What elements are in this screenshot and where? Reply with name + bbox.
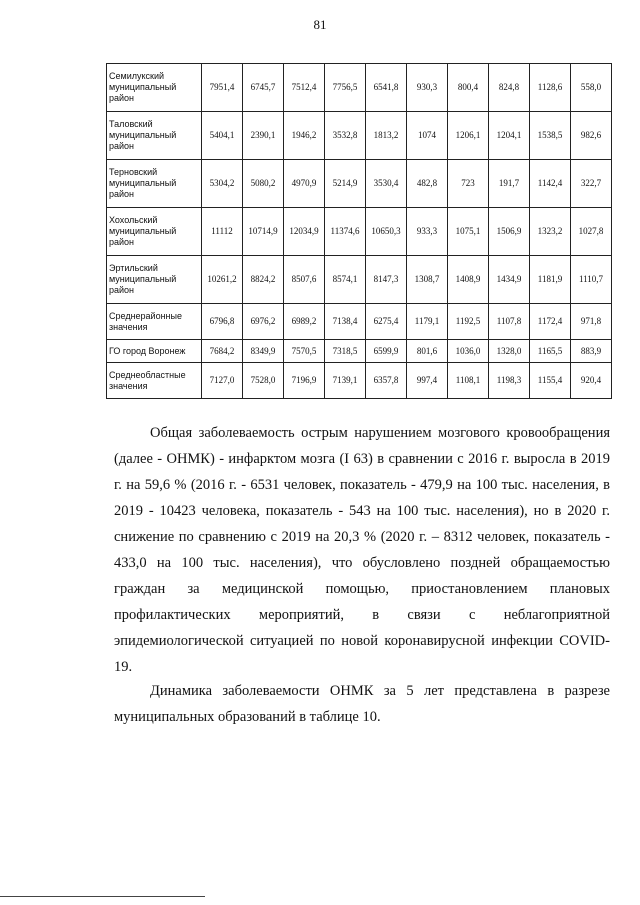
footnote-separator [0, 896, 205, 897]
value-cell: 1142,4 [530, 160, 571, 208]
value-cell: 801,6 [407, 340, 448, 363]
value-cell: 7756,5 [325, 64, 366, 112]
row-label-cell: Семилукский муниципальный район [107, 64, 202, 112]
value-cell: 8824,2 [243, 256, 284, 304]
value-cell: 7570,5 [284, 340, 325, 363]
value-cell: 1075,1 [448, 208, 489, 256]
value-cell: 3530,4 [366, 160, 407, 208]
value-cell: 1813,2 [366, 112, 407, 160]
value-cell: 971,8 [571, 304, 612, 340]
value-cell: 7951,4 [202, 64, 243, 112]
value-cell: 1408,9 [448, 256, 489, 304]
value-cell: 1434,9 [489, 256, 530, 304]
page-number: 81 [313, 17, 327, 32]
value-cell: 1204,1 [489, 112, 530, 160]
value-cell: 10261,2 [202, 256, 243, 304]
value-cell: 1538,5 [530, 112, 571, 160]
value-cell: 6976,2 [243, 304, 284, 340]
value-cell: 1198,3 [489, 363, 530, 399]
value-cell: 482,8 [407, 160, 448, 208]
value-cell: 5080,2 [243, 160, 284, 208]
row-label-cell: Среднерайонные значения [107, 304, 202, 340]
value-cell: 1179,1 [407, 304, 448, 340]
value-cell: 1323,2 [530, 208, 571, 256]
value-cell: 982,6 [571, 112, 612, 160]
value-cell: 1328,0 [489, 340, 530, 363]
value-cell: 6745,7 [243, 64, 284, 112]
value-cell: 6796,8 [202, 304, 243, 340]
value-cell: 997,4 [407, 363, 448, 399]
value-cell: 1074 [407, 112, 448, 160]
row-label-cell: Таловский муниципальный район [107, 112, 202, 160]
table-row [107, 64, 612, 112]
value-cell: 1107,8 [489, 304, 530, 340]
value-cell: 7318,5 [325, 340, 366, 363]
paragraph-text: Динамика заболеваемости ОНМК за 5 лет представлена в разрезе муниципальных образований в таблице 10. [114, 683, 610, 725]
value-cell: 3532,8 [325, 112, 366, 160]
value-cell: 8349,9 [243, 340, 284, 363]
value-cell: 322,7 [571, 160, 612, 208]
value-cell: 920,4 [571, 363, 612, 399]
value-cell: 824,8 [489, 64, 530, 112]
value-cell: 1036,0 [448, 340, 489, 363]
value-cell: 1181,9 [530, 256, 571, 304]
value-cell: 7512,4 [284, 64, 325, 112]
value-cell: 8147,3 [366, 256, 407, 304]
value-cell: 933,3 [407, 208, 448, 256]
value-cell: 1128,6 [530, 64, 571, 112]
value-cell: 7528,0 [243, 363, 284, 399]
value-cell: 8574,1 [325, 256, 366, 304]
value-cell: 800,4 [448, 64, 489, 112]
value-cell: 10650,3 [366, 208, 407, 256]
value-cell: 1172,4 [530, 304, 571, 340]
value-cell: 10714,9 [243, 208, 284, 256]
table-row [107, 256, 612, 304]
value-cell: 7196,9 [284, 363, 325, 399]
value-cell: 930,3 [407, 64, 448, 112]
value-cell: 1946,2 [284, 112, 325, 160]
value-cell: 1108,1 [448, 363, 489, 399]
value-cell: 191,7 [489, 160, 530, 208]
value-cell: 1027,8 [571, 208, 612, 256]
table-row [107, 340, 612, 363]
value-cell: 5304,2 [202, 160, 243, 208]
value-cell: 5404,1 [202, 112, 243, 160]
value-cell: 12034,9 [284, 208, 325, 256]
value-cell: 6989,2 [284, 304, 325, 340]
row-label-cell: Терновский муниципальный район [107, 160, 202, 208]
row-label-cell: ГО город Воронеж [107, 340, 202, 363]
value-cell: 6275,4 [366, 304, 407, 340]
table-row [107, 160, 612, 208]
table-row [107, 304, 612, 340]
value-cell: 1192,5 [448, 304, 489, 340]
value-cell: 1155,4 [530, 363, 571, 399]
table-row [107, 363, 612, 399]
row-label-cell: Эртильский муниципальный район [107, 256, 202, 304]
value-cell: 1308,7 [407, 256, 448, 304]
value-cell: 5214,9 [325, 160, 366, 208]
morbidity-table [106, 63, 612, 399]
value-cell: 6357,8 [366, 363, 407, 399]
paragraph-onmk-morbidity [114, 420, 610, 680]
value-cell: 1165,5 [530, 340, 571, 363]
value-cell: 7138,4 [325, 304, 366, 340]
value-cell: 8507,6 [284, 256, 325, 304]
value-cell: 7127,0 [202, 363, 243, 399]
value-cell: 1206,1 [448, 112, 489, 160]
value-cell: 883,9 [571, 340, 612, 363]
value-cell: 1110,7 [571, 256, 612, 304]
value-cell: 11112 [202, 208, 243, 256]
value-cell: 6541,8 [366, 64, 407, 112]
table-row [107, 208, 612, 256]
paragraph-table-reference [114, 678, 610, 730]
value-cell: 2390,1 [243, 112, 284, 160]
value-cell: 1506,9 [489, 208, 530, 256]
value-cell: 7684,2 [202, 340, 243, 363]
paragraph-text: Общая заболеваемость острым нарушением мозгового кровообращения (далее - ОНМК) - инфарктом мозга (I 63) в сравнении с 2016 г. выросла в 2019 г. на 59,6 % (2016 г. - 6531 человек, показатель - 479,9 на 100 тыс. населения, в 2019 - 10423 человека, показатель - 543 на 100 тыс. населения), но в 2020 г. снижение по сравнению с 2019 на 20,3 % (2020 г. – 8312 человек, показатель - 433,0 на 100 тыс. населения), что обусловлено поздней обращаемостью граждан за медицинской помощью, приостановлением плановых профилактических мероприятий, в связи с неблагоприятной эпидемиологической ситуацией по новой коронавирусной инфекции COVID-19. [114, 425, 610, 675]
value-cell: 11374,6 [325, 208, 366, 256]
value-cell: 723 [448, 160, 489, 208]
row-label-cell: Хохольский муниципальный район [107, 208, 202, 256]
table-row [107, 112, 612, 160]
value-cell: 4970,9 [284, 160, 325, 208]
value-cell: 7139,1 [325, 363, 366, 399]
row-label-cell: Среднеобластные значения [107, 363, 202, 399]
value-cell: 6599,9 [366, 340, 407, 363]
value-cell: 558,0 [571, 64, 612, 112]
